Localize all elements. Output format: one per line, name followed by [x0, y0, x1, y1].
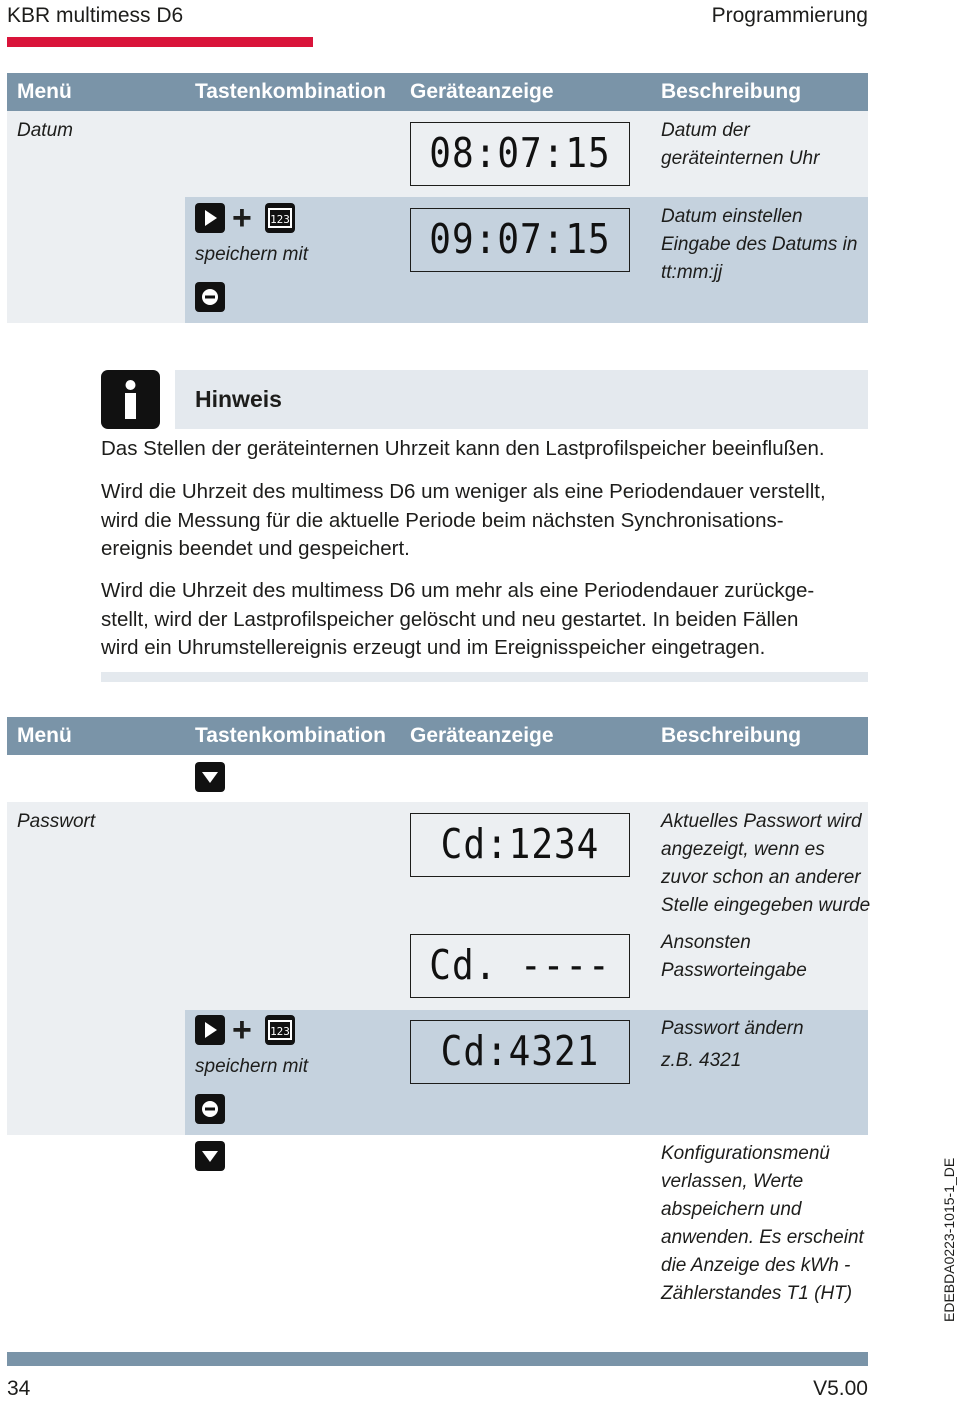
table1-row2-menu-cell: [7, 197, 185, 323]
desc-line: z.B. 4321: [661, 1050, 742, 1071]
lcd-display: [410, 208, 630, 272]
plus-icon: +: [232, 1011, 252, 1049]
lcd-value: Cd:4321: [440, 1028, 600, 1076]
arrow-down-key-icon: [195, 762, 225, 792]
version-label: V5.00: [813, 1377, 868, 1400]
lcd-value: Cd:1234: [440, 821, 600, 869]
note-paragraph: [101, 478, 871, 564]
footer-bar: [7, 1352, 868, 1366]
description: [661, 203, 857, 287]
menu-datum: Datum: [17, 120, 73, 141]
col-keys: Tastenkombination: [195, 724, 386, 747]
col-display: Geräteanzeige: [410, 724, 554, 747]
col-description: Beschreibung: [661, 724, 802, 747]
desc-line: Passwort ändern: [661, 1018, 804, 1039]
lcd-value: 08:07:15: [429, 130, 611, 178]
document-code: EDEBDA0223-1015-1_DE: [941, 1157, 957, 1322]
lcd-display: [410, 813, 630, 877]
note-line: Wird die Uhrzeit des multimess D6 um mehr als eine Periodendauer zurückge-: [101, 579, 815, 602]
desc-line: geräteinternen Uhr: [661, 148, 820, 169]
arrow-right-key-icon: [195, 1015, 225, 1045]
note-line: ereignis beendet und gespeichert.: [101, 537, 410, 560]
arrow-right-key-icon: [195, 203, 225, 233]
enter-key-icon: [195, 282, 225, 312]
desc-line: Passworteingabe: [661, 960, 807, 981]
desc-line: Datum einstellen: [661, 206, 803, 227]
note-line: wird ein Uhrumstellereignis erzeugt und im Ereignisspeicher eingetragen.: [101, 636, 766, 659]
arrow-down-key-icon: [195, 1141, 225, 1171]
table2-header: [7, 717, 868, 755]
desc-line: anwenden. Es erscheint: [661, 1227, 864, 1248]
description: [661, 808, 870, 920]
note-paragraph: Das Stellen der geräteinternen Uhrzeit kann den Lastprofilspeicher beeinflußen.: [101, 437, 825, 460]
desc-line: abspeichern und: [661, 1199, 802, 1220]
lcd-value: Cd. ----: [429, 942, 611, 990]
col-menu: Menü: [17, 724, 72, 747]
note-line: stellt, wird der Lastprofilspeicher gelöscht und neu gestartet. In beiden Fällen: [101, 607, 799, 631]
description: [661, 929, 807, 985]
desc-line: die Anzeige des kWh -: [661, 1255, 851, 1276]
numeric-key-icon: [265, 1015, 295, 1045]
section-title: Programmierung: [711, 4, 868, 27]
svg-text:123: 123: [270, 1025, 290, 1038]
desc-line: Aktuelles Passwort wird: [661, 811, 862, 832]
lcd-display: [410, 1020, 630, 1084]
info-icon: [101, 370, 160, 429]
accent-bar: [7, 37, 313, 47]
col-display: Geräteanzeige: [410, 80, 554, 103]
description: [661, 117, 819, 173]
desc-line: Konfigurationsmenü: [661, 1143, 830, 1164]
desc-line: angezeigt, wenn es: [661, 839, 825, 860]
enter-key-icon: [195, 1094, 225, 1124]
desc-line: zuvor schon an anderer: [661, 867, 861, 888]
description: [661, 1140, 864, 1308]
table1-header: [7, 73, 868, 111]
desc-line: Ansonsten: [661, 932, 751, 953]
desc-line: Stelle eingegeben wurde: [661, 895, 871, 916]
note-line: Wird die Uhrzeit des multimess D6 um weniger als eine Periodendauer verstellt,: [101, 480, 826, 503]
svg-text:123: 123: [270, 213, 290, 226]
note-line: wird die Messung für die aktuelle Periode beim nächsten Synchronisations-: [101, 508, 784, 532]
desc-line: verlassen, Werte: [661, 1171, 804, 1192]
save-with-label: speichern mit: [195, 1056, 308, 1077]
col-keys: Tastenkombination: [195, 80, 386, 103]
description: [661, 1015, 804, 1075]
col-description: Beschreibung: [661, 80, 802, 103]
desc-line: Datum der: [661, 120, 750, 141]
plus-icon: +: [232, 199, 252, 237]
lcd-display: [410, 934, 630, 998]
document-title: KBR multimess D6: [7, 4, 184, 27]
note-title: Hinweis: [195, 386, 282, 412]
table2-row2-menu-cell: [7, 1010, 185, 1135]
note-divider: [101, 672, 868, 682]
note-paragraph: [101, 577, 871, 663]
save-with-label: speichern mit: [195, 244, 308, 265]
desc-line: tt:mm:jj: [661, 262, 723, 283]
col-menu: Menü: [17, 80, 72, 103]
lcd-value: 09:07:15: [429, 216, 611, 264]
desc-line: Zählerstandes T1 (HT): [661, 1283, 853, 1304]
lcd-display: [410, 122, 630, 186]
desc-line: Eingabe des Datums in: [661, 234, 858, 255]
menu-passwort: Passwort: [17, 811, 96, 832]
page-number: 34: [7, 1377, 31, 1400]
numeric-key-icon: [265, 203, 295, 233]
